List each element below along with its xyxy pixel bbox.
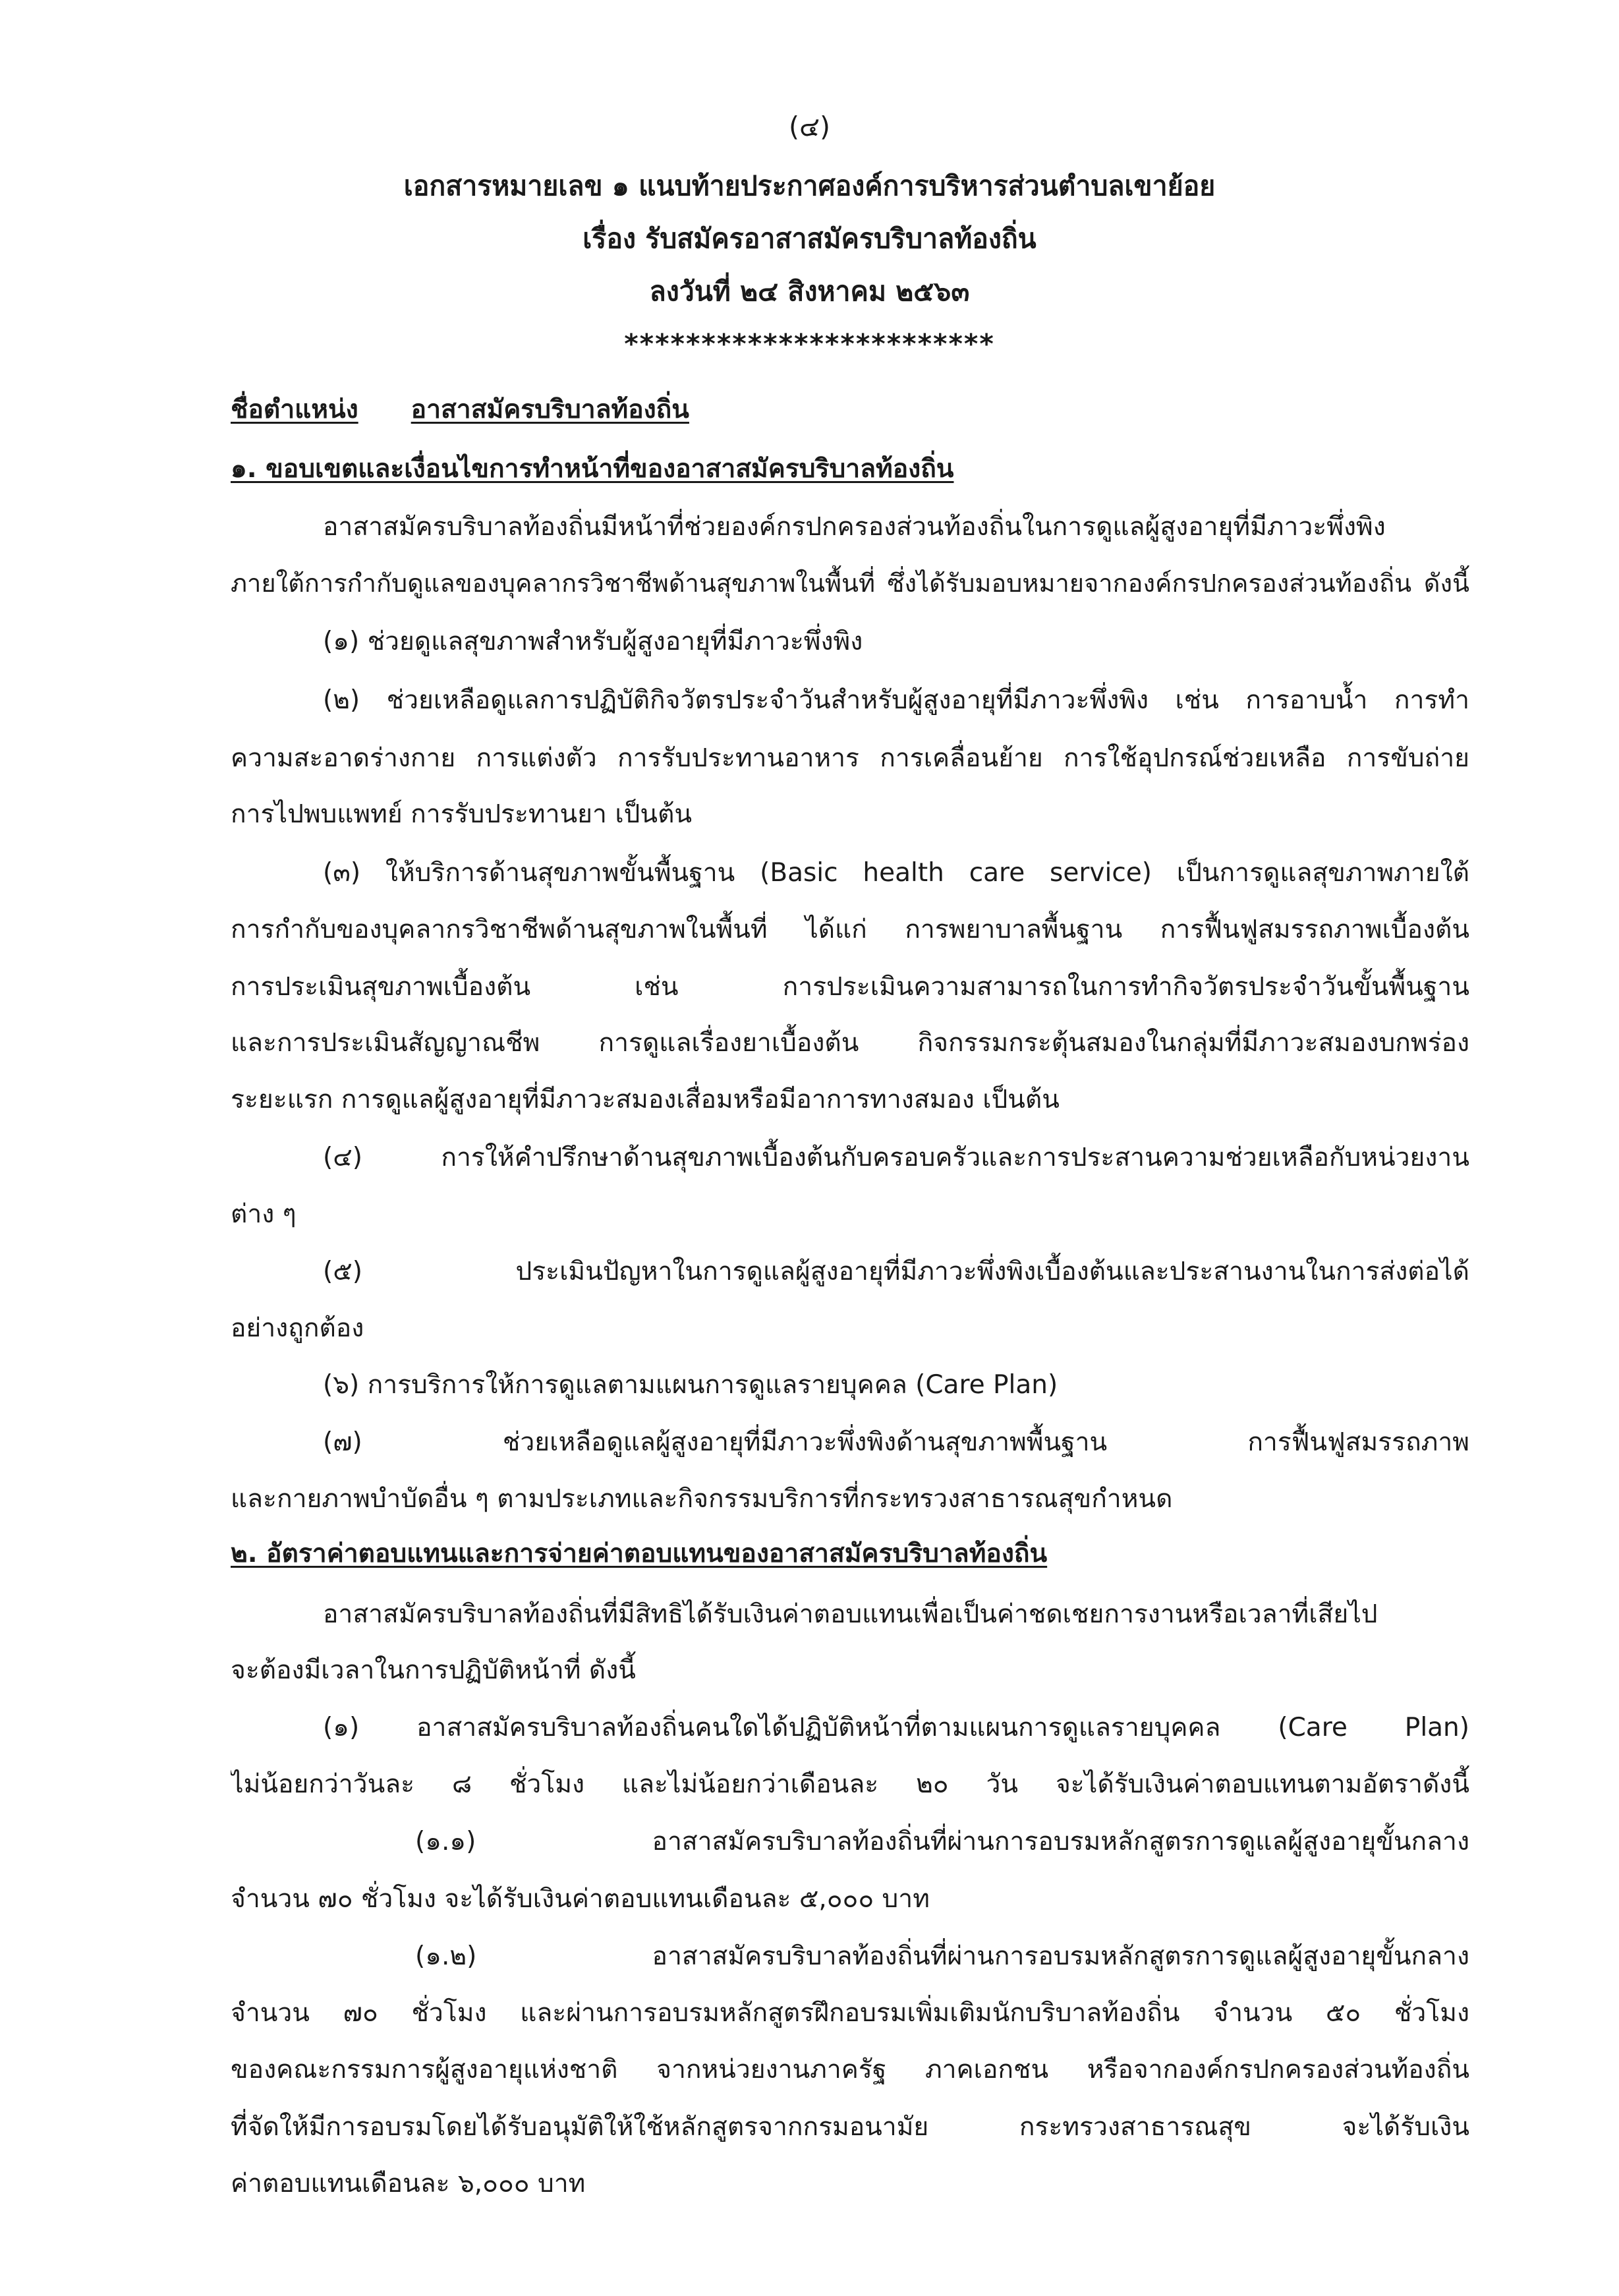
section2-heading: ๒. อัตราค่าตอบแทนและการจ่ายค่าตอบแทนของอาสาสมัครบริบาลท้องถิ่น xyxy=(231,1539,1048,1568)
section2-item1-line2: ไม่น้อยกว่าวันละ ๘ ชั่วโมง และไม่น้อยกว่าเดือนละ ๒๐ วัน จะได้รับเงินค่าตอบแทนตามอัตราดังนี้ xyxy=(231,1769,1469,1799)
position-value: อาสาสมัครบริบาลท้องถิ่น xyxy=(411,395,689,424)
section1-item7-line2: และกายภาพบำบัดอื่น ๆ ตามประเภทและกิจกรรมบริการที่กระทรวงสาธารณสุขกำหนด xyxy=(231,1484,1173,1514)
section1-heading: ๑. ขอบเขตและเงื่อนไขการทำหน้าที่ของอาสาสมัครบริบาลท้องถิ่น xyxy=(231,454,954,484)
section1-item3-line3: การประเมินสุขภาพเบื้องต้น เช่น การประเมินความสามารถในการทำกิจวัตรประจำวันขั้นพื้นฐาน xyxy=(231,972,1469,1002)
section1-intro-line1: อาสาสมัครบริบาลท้องถิ่นมีหน้าที่ช่วยองค์กรปกครองส่วนท้องถิ่นในการดูแลผู้สูงอายุที่มีภาวะพึ่งพิง xyxy=(323,512,1386,542)
position-row xyxy=(231,390,1469,430)
section1-item5-line1: (๕) ประเมินปัญหาในการดูแลผู้สูงอายุที่มีภาวะพึ่งพิงเบื้องต้นและประสานงานในการส่งต่อได้ xyxy=(323,1257,1469,1286)
section2-sub12-line5: ค่าตอบแทนเดือนละ ๖,๐๐๐ บาท xyxy=(231,2169,586,2198)
section1-item4-line1: (๔) การให้คำปรึกษาด้านสุขภาพเบื้องต้นกับครอบครัวและการประสานความช่วยเหลือกับหน่วยงาน xyxy=(323,1143,1469,1172)
document-title-line3: ลงวันที่ ๒๔ สิงหาคม ๒๕๖๓ xyxy=(649,275,970,307)
section1-item3-line2: การกำกับของบุคลากรวิชาชีพด้านสุขภาพในพื้นที่ ได้แก่ การพยาบาลพื้นฐาน การฟื้นฟูสมรรถภาพเบื้องต้น xyxy=(231,915,1469,944)
section2-sub12-line4: ที่จัดให้มีการอบรมโดยได้รับอนุมัติให้ใช้หลักสูตรจากกรมอนามัย กระทรวงสาธารณสุข จะได้รับเงิน xyxy=(231,2112,1469,2142)
section1-item7-line1: (๗) ช่วยเหลือดูแลผู้สูงอายุที่มีภาวะพึ่งพิงด้านสุขภาพพื้นฐาน การฟื้นฟูสมรรถภาพ xyxy=(323,1427,1469,1457)
section1-item3-line4: และการประเมินสัญญาณชีพ การดูแลเรื่องยาเบื้องต้น กิจกรรมกระตุ้นสมองในกลุ่มที่มีภาวะสมองบกพร่อง xyxy=(231,1028,1469,1058)
document-title-line1: เอกสารหมายเลข ๑ แนบท้ายประกาศองค์การบริหารส่วนตำบลเขาย้อย xyxy=(403,170,1216,202)
section1-item2-line3: การไปพบแพทย์ การรับประทานยา เป็นต้น xyxy=(231,799,693,829)
section2-item1-line1: (๑) อาสาสมัครบริบาลท้องถิ่นคนใดได้ปฏิบัติหน้าที่ตามแผนการดูแลรายบุคคล (Care Plan) xyxy=(323,1713,1469,1742)
header-separator: ************************ xyxy=(624,328,995,360)
section2-sub12-line2: จำนวน ๗๐ ชั่วโมง และผ่านการอบรมหลักสูตรฝึกอบรมเพิ่มเติมนักบริบาลท้องถิ่น จำนวน ๕๐ ชั่วโมง xyxy=(231,1998,1469,2028)
section1-item5-line2: อย่างถูกต้อง xyxy=(231,1313,364,1343)
section1-item1: (๑) ช่วยดูแลสุขภาพสำหรับผู้สูงอายุที่มีภาวะพึ่งพิง xyxy=(323,627,863,656)
section1-intro-line2: ภายใต้การกำกับดูแลของบุคลากรวิชาชีพด้านสุขภาพในพื้นที่ ซึ่งได้รับมอบหมายจากองค์กรปกครองส่วนท้องถิ่น ดังนี้ xyxy=(231,569,1469,598)
section2-sub11-line2: จำนวน ๗๐ ชั่วโมง จะได้รับเงินค่าตอบแทนเดือนละ ๕,๐๐๐ บาท xyxy=(231,1884,930,1914)
section2-sub12-line1: (๑.๒) อาสาสมัครบริบาลท้องถิ่นที่ผ่านการอบรมหลักสูตรการดูแลผู้สูงอายุขั้นกลาง xyxy=(415,1941,1469,1971)
section2-intro-line1: อาสาสมัครบริบาลท้องถิ่นที่มีสิทธิได้รับเงินค่าตอบแทนเพื่อเป็นค่าชดเชยการงานหรือเวลาที่เสียไป xyxy=(323,1599,1378,1629)
section1-item2-line1: (๒) ช่วยเหลือดูแลการปฏิบัติกิจวัตรประจำวันสำหรับผู้สูงอายุที่มีภาวะพึ่งพิง เช่น การอาบน้ำ การทำ xyxy=(323,685,1469,715)
section1-item4-line2: ต่าง ๆ xyxy=(231,1199,297,1229)
section2-intro-line2: จะต้องมีเวลาในการปฏิบัติหน้าที่ ดังนี้ xyxy=(231,1655,636,1685)
document-title-line2: เรื่อง รับสมัครอาสาสมัครบริบาลท้องถิ่น xyxy=(582,223,1037,254)
section1-item3-line1: (๓) ให้บริการด้านสุขภาพขั้นพื้นฐาน (Basic health care service) เป็นการดูแลสุขภาพภายใต้ xyxy=(323,858,1469,888)
page-number: (๔) xyxy=(788,111,831,142)
position-label: ชื่อตำแหน่ง xyxy=(231,395,358,424)
section1-item3-line5: ระยะแรก การดูแลผู้สูงอายุที่มีภาวะสมองเสื่อมหรือมีอาการทางสมอง เป็นต้น xyxy=(231,1085,1060,1114)
section1-item2-line2: ความสะอาดร่างกาย การแต่งตัว การรับประทานอาหาร การเคลื่อนย้าย การใช้อุปกรณ์ช่วยเหลือ การขับถ่าย xyxy=(231,743,1469,773)
section2-sub11-line1: (๑.๑) อาสาสมัครบริบาลท้องถิ่นที่ผ่านการอบรมหลักสูตรการดูแลผู้สูงอายุขั้นกลาง xyxy=(415,1827,1469,1856)
section2-sub12-line3: ของคณะกรรมการผู้สูงอายุแห่งชาติ จากหน่วยงานภาครัฐ ภาคเอกชน หรือจากองค์กรปกครองส่วนท้องถิ่น xyxy=(231,2055,1469,2084)
section1-item6: (๖) การบริการให้การดูแลตามแผนการดูแลรายบุคคล (Care Plan) xyxy=(323,1370,1058,1400)
